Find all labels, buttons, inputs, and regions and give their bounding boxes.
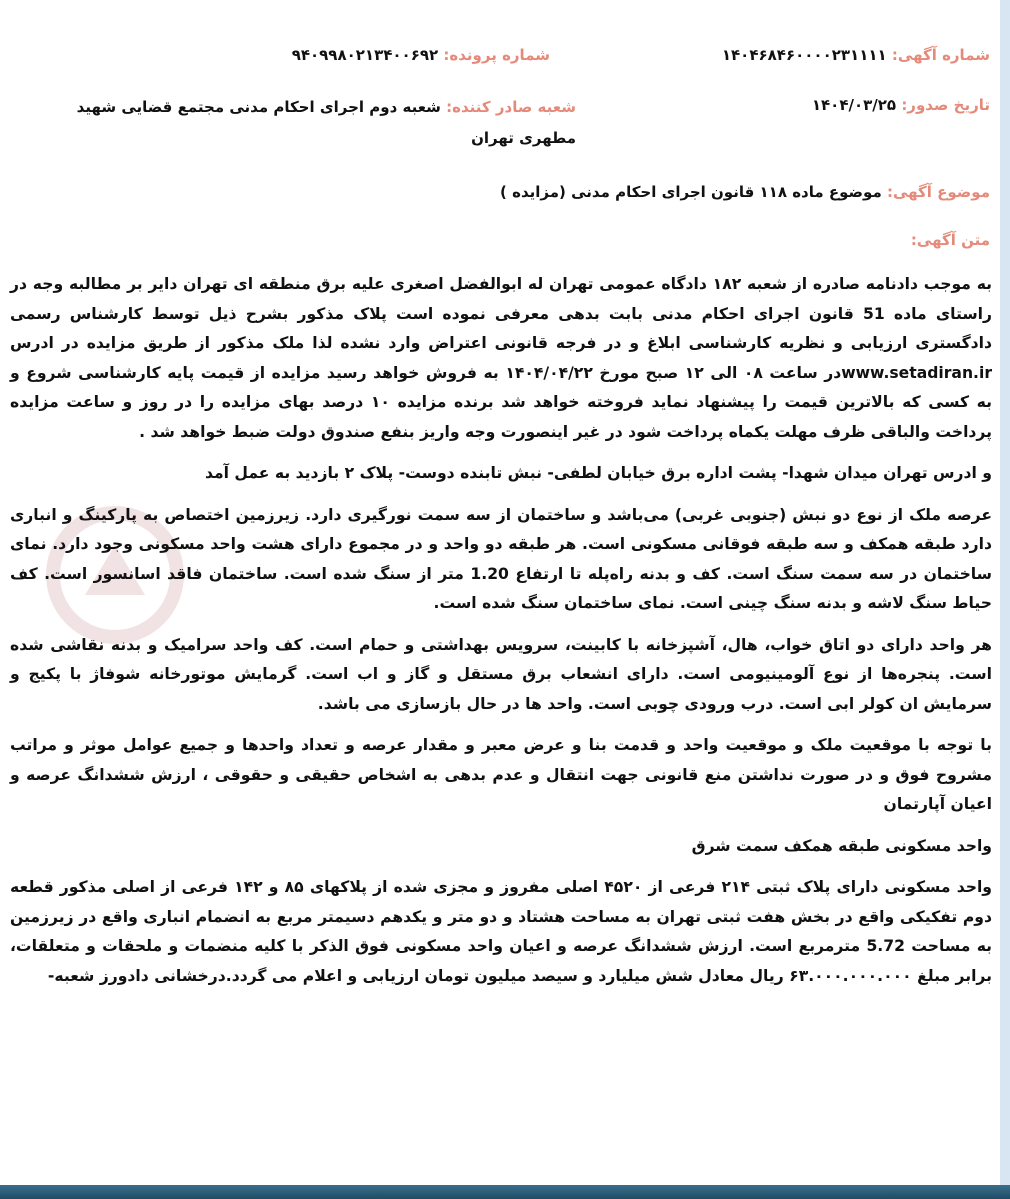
file-number-label: شماره پرونده: bbox=[443, 46, 550, 64]
window-right-edge bbox=[1000, 0, 1010, 1185]
issue-date-value: ۱۴۰۴/۰۳/۲۵ bbox=[811, 96, 897, 114]
window-bottom-bar bbox=[0, 1185, 1010, 1199]
subject-value: موضوع ماده ۱۱۸ قانون اجرای احکام مدنی (مزایده ) bbox=[500, 183, 882, 201]
file-number-value: ۹۴۰۹۹۸۰۲۱۳۴۰۰۶۹۲ bbox=[291, 46, 439, 64]
body-label: متن آگهی: bbox=[910, 231, 990, 249]
paragraph-address: و ادرس تهران میدان شهدا- پشت اداره برق خیابان لطفی- نبش تابنده دوست- پلاک ۲ بازدید به عمل آمد bbox=[204, 464, 992, 482]
subject-row bbox=[500, 183, 990, 201]
notice-number-row bbox=[722, 46, 990, 64]
notice-number-label: شماره آگهی: bbox=[891, 46, 990, 64]
subject-label: موضوع آگهی: bbox=[886, 183, 990, 201]
notice-body bbox=[10, 270, 992, 1003]
issue-date-label: تاریخ صدور: bbox=[901, 96, 990, 114]
paragraph-auction: به موجب دادنامه صادره از شعبه ۱۸۲ دادگاه عمومی تهران له ابوالفضل اصغری علیه برق منطقه ای تهران دایر بر مطالبه وجه در راستای ماده 51 قانون اجرای احکام مدنی بابت بدهی معرفی نموده است پلاک مذکور بشرح ذیل توسط کارشناس رسمی دادگستری ارزیابی و نظریه کارشناسی ابلاغ و در فرجه قانونی اعتراض وارد نشده لذا ملک مذکور از طریق مزایده در ادرس www.setadiran.irدر ساعت ۰۸ الی ۱۲ صبح مورخ ۱۴۰۴/۰۴/۲۲ به فروش خواهد رسید مزایده از قیمت پایه کارشناسی شروع و به کسی که بالاترین قیمت را پیشنهاد نماید فروخته خواهد شد برنده مزایده ۱۰ درصد بهای مزایده را در روز و ساعت مزایده پرداخت والباقی ظرف مهلت یکماه پرداخت شود در غیر اینصورت وجه واریز بنفع صندوق دولت ضبط خواهد شد . bbox=[10, 275, 993, 441]
issue-date-row bbox=[812, 96, 990, 114]
paragraph-building: عرصه ملک از نوع دو نبش (جنوبی غربی) می‌باشد و ساختمان از سه سمت نورگیری دارد. زیرزمین اختصاص به پارکینگ و انباری دارد طبقه همکف و سه طبقه فوقانی مسکونی است. هر طبقه دو واحد و در مجموع دارای هشت واحد مسکونی وجود دارد. نمای ساختمان در سه سمت سنگ است. کف و بدنه راه‌پله تا ارتفاع 1.20 متر از سنگ شده است. ساختمان فاقد اسانسور است. کف حیاط سنگ لاشه و بدنه سنگ چینی است. نمای ساختمان سنگ شده است. bbox=[10, 505, 992, 612]
paragraph-unit-heading: واحد مسکونی طبقه همکف سمت شرق bbox=[691, 836, 992, 855]
paragraph-unit: هر واحد دارای دو اتاق خواب، هال، آشپزخانه با کابینت، سرویس بهداشتی و حمام است. کف واحد سرامیک و بدنه نقاشی شده است. پنجره‌ها از نوع آلومینیومی است. دارای انشعاب برق مستقل و گاز و اب است. گرمایش موتورخانه شوفاژ با پکیج و سرمایش ان کولر ابی است. درب ورودی چوبی است. واحد ها در حال بازسازی می باشد. bbox=[10, 635, 992, 713]
file-number-row bbox=[292, 46, 550, 64]
issuer-label: شعبه صادر کننده: bbox=[446, 98, 576, 116]
notice-number-value: ۱۴۰۴۶۸۴۶۰۰۰۰۲۳۱۱۱۱ bbox=[721, 46, 887, 64]
issuer-value: شعبه دوم اجرای احکام مدنی مجتمع قضایی شهید مطهری تهران bbox=[76, 98, 576, 147]
issuer-row bbox=[36, 92, 576, 154]
paragraph-unit-details: واحد مسکونی دارای پلاک ثبتی ۲۱۴ فرعی از ۴۵۲۰ اصلی مفروز و مجزی شده از پلاکهای ۸۵ و ۱۴۲ فرعی از اصلی مذکور قطعه دوم تفکیکی واقع در بخش هفت ثبتی تهران به مساحت هشتاد و دو متر و یکدهم دسیمتر مربع به انضمام انباری واقع در زیرزمین به مساحت 5.72 مترمربع است. ارزش ششدانگ عرصه و اعیان واحد مسکونی فوق الذکر با کلیه منضمات و ملحقات و متعلقات، برابر مبلغ ۶۳.۰۰۰.۰۰۰.۰۰۰ ریال معادل شش میلیارد و سیصد میلیون تومان ارزیابی و اعلام می گردد.درخشانی دادورز شعبه- bbox=[10, 878, 993, 985]
paragraph-valuation: با توجه با موقعیت ملک و موقعیت واحد و قدمت بنا و عرض معبر و مقدار عرصه و تعداد واحدها و جمیع عوامل موثر و مراتب مشروح فوق و در صورت نداشتن منع قانونی جهت انتقال و عدم بدهی به اشخاص حقیقی و حقوقی ، ارزش ششدانگ عرصه و اعیان آپارتمان bbox=[10, 736, 992, 813]
